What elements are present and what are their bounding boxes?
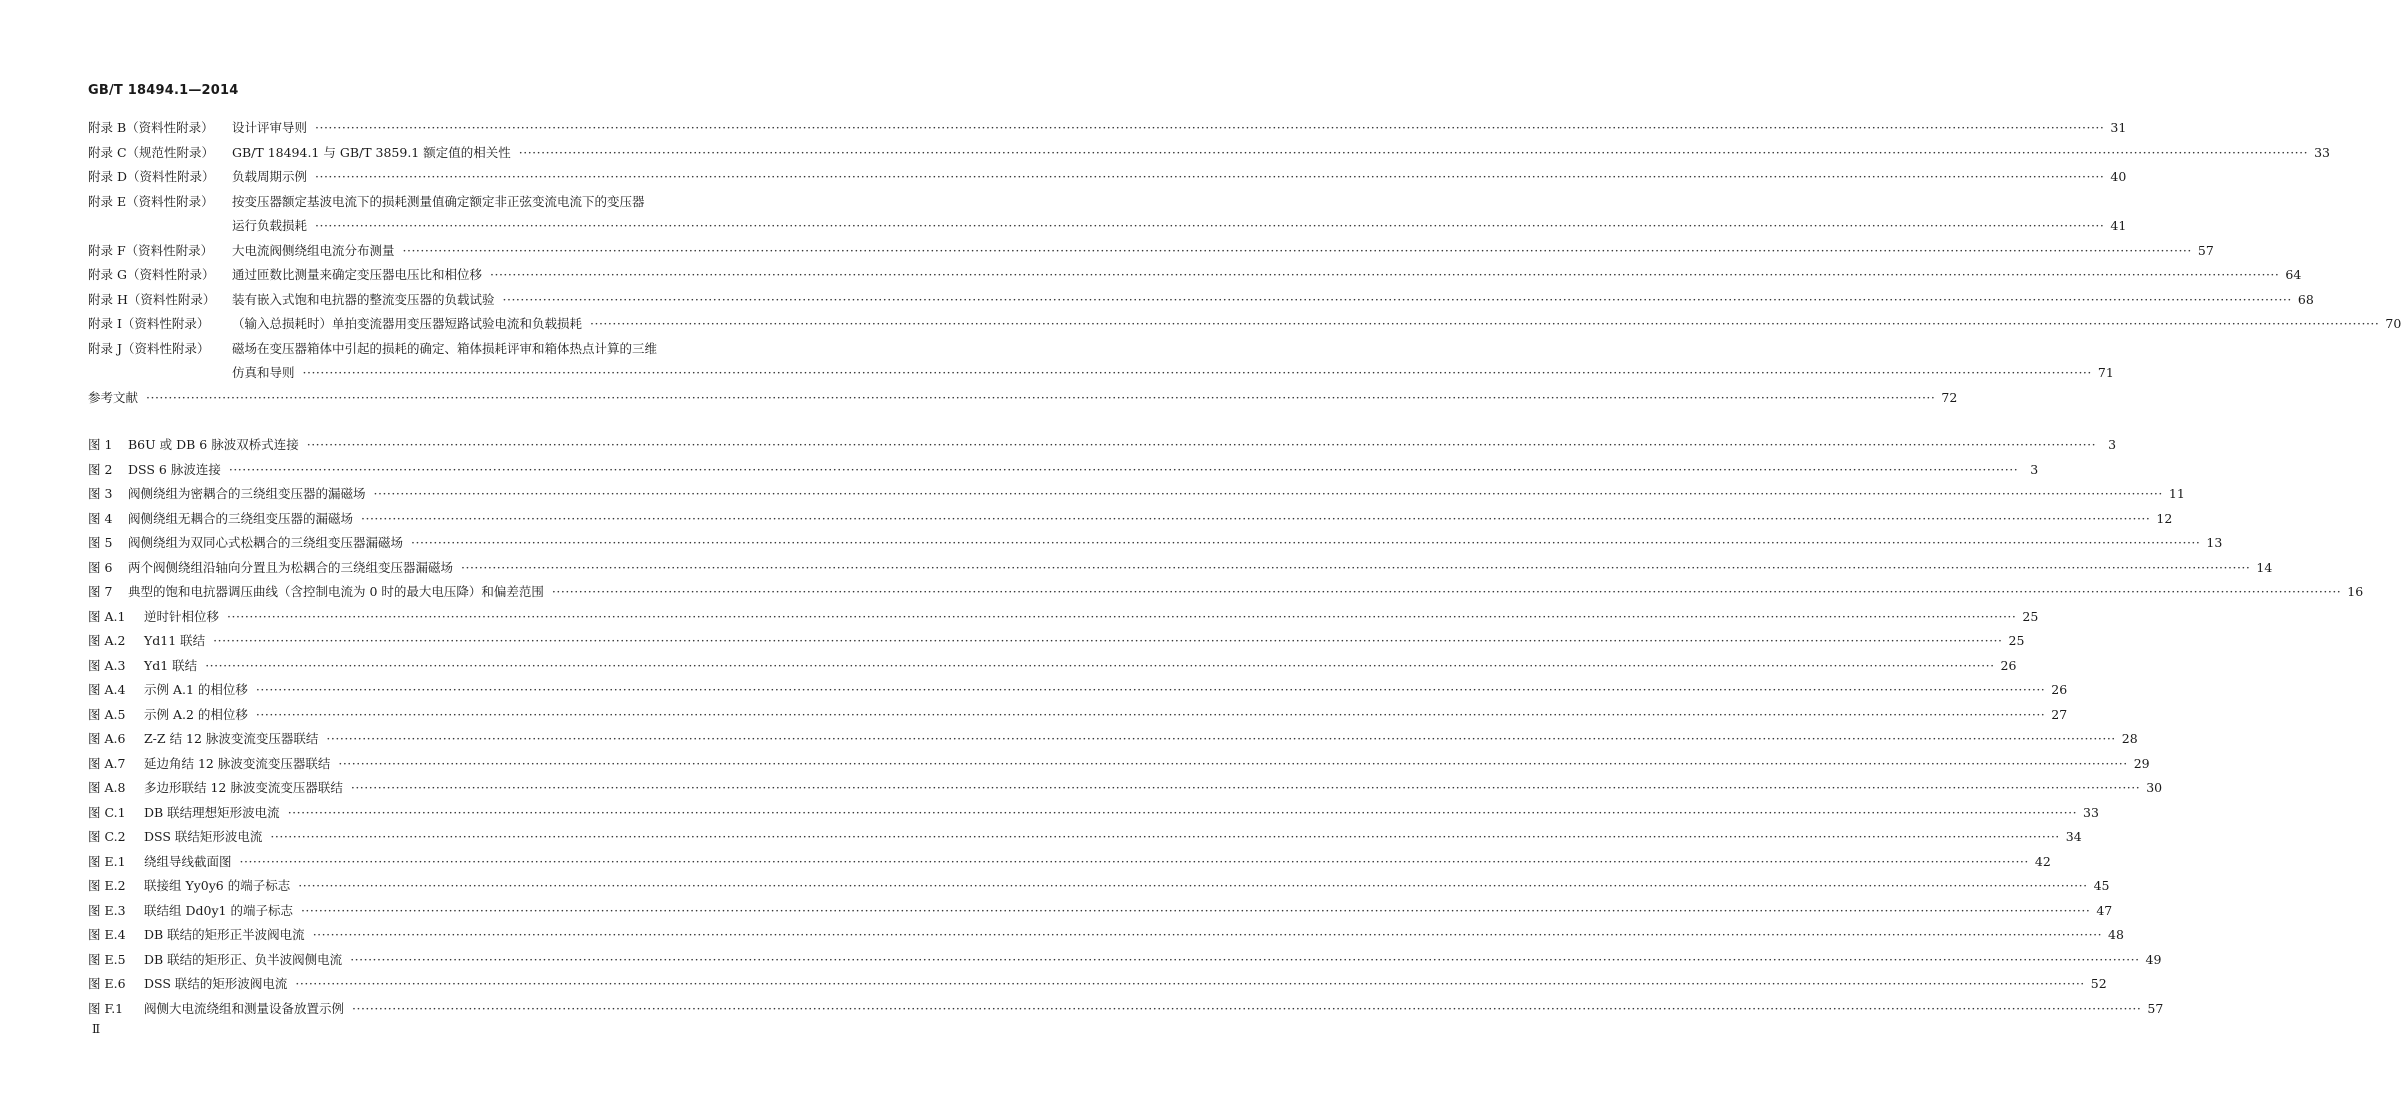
entry-title: 阀侧大电流绕组和测量设备放置示例 xyxy=(144,1000,345,1016)
toc-entry-appendix[interactable] xyxy=(88,141,2331,166)
entry-label: 图 E.5 xyxy=(88,951,126,967)
entry-title: 逆时针相位移 xyxy=(144,608,220,624)
entry-title: DSS 联结的矩形波阀电流 xyxy=(144,976,288,991)
entry-label: 图 6 xyxy=(88,559,113,575)
entry-title: 磁场在变压器箱体中引起的损耗的确定、箱体损耗评审和箱体热点计算的三维 xyxy=(232,340,658,356)
toc-entry-appendix[interactable] xyxy=(88,190,704,215)
entry-page-number: 57 xyxy=(2147,1000,2164,1016)
dot-leader: ················································································································································································································································································································································································································ xyxy=(402,242,2192,258)
toc-entry-figure[interactable] xyxy=(88,923,2124,948)
toc-entry-appendix[interactable] xyxy=(88,116,2127,141)
dot-leader: ················································································································································································································································································································································································································ xyxy=(302,365,2092,380)
entry-title: 设计评审导则 xyxy=(232,120,308,135)
toc-entry-figure[interactable] xyxy=(88,850,2051,875)
dot-leader: ················································································································································································································································································································································································································ xyxy=(315,218,2105,233)
entry-title: Yd11 联结 xyxy=(144,633,206,648)
entry-title: （输入总损耗时）单拍变流器用变压器短路试验电流和负载损耗 xyxy=(232,316,583,331)
entry-title: 阀侧绕组为双同心式松耦合的三绕组变压器漏磁场 xyxy=(128,535,404,550)
dot-leader: ················································································································································································································································································································································································································ xyxy=(502,291,2292,307)
dot-leader: ················································································································································································································································································································································································································ xyxy=(287,804,2078,820)
entry-title: 通过匝数比测量来确定变压器电压比和相位移 xyxy=(232,267,483,282)
entry-label: 图 E.2 xyxy=(88,878,126,893)
entry-page-number: 72 xyxy=(1941,389,1958,405)
figure-toc xyxy=(88,433,2364,1021)
dot-leader: ················································································································································································································································································································································································································ xyxy=(361,510,2151,526)
entry-page-number: 14 xyxy=(2256,559,2273,575)
entry-page-number: 64 xyxy=(2285,267,2302,282)
entry-title: 典型的饱和电抗器调压曲线（含控制电流为 0 时的最大电压降）和偏差范围 xyxy=(128,584,544,599)
entry-label: 图 A.6 xyxy=(88,731,126,746)
dot-leader: ················································································································································································································································································································································································································ xyxy=(350,951,2140,967)
dot-leader: ················································································································································································································································································································································································································ xyxy=(298,878,2088,893)
entry-label: 附录 B（资料性附录） xyxy=(88,120,214,135)
toc-entry-figure[interactable] xyxy=(88,874,2110,899)
entry-label: 附录 J（资料性附录） xyxy=(88,340,210,356)
entry-label: 图 5 xyxy=(88,535,113,550)
entry-title: 装有嵌入式饱和电抗器的整流变压器的负载试验 xyxy=(232,291,495,307)
toc-entry-figure[interactable] xyxy=(88,899,2113,924)
entry-label: 图 A.3 xyxy=(88,657,126,673)
entry-title: 延边角结 12 脉波变流变压器联结 xyxy=(144,755,331,771)
entry-label: 图 4 xyxy=(88,510,113,526)
toc-entry-figure[interactable] xyxy=(88,482,2185,507)
dot-leader: ················································································································································································································································································································································································································ xyxy=(338,755,2128,771)
entry-page-number: 3 xyxy=(2030,461,2039,477)
entry-label: 图 F.1 xyxy=(88,1000,124,1016)
entry-label: 附录 G（资料性附录） xyxy=(88,267,215,282)
dot-leader: ················································································································································································································································································································································································································ xyxy=(518,144,2309,160)
entry-label: 附录 H（资料性附录） xyxy=(88,291,216,307)
entry-page-number: 47 xyxy=(2096,902,2113,918)
entry-page-number: 26 xyxy=(2000,657,2017,673)
toc-entry-appendix[interactable] xyxy=(88,165,2127,190)
dot-leader: ················································································································································································································································································································································································································ xyxy=(315,120,2105,135)
dot-leader: ················································································································································································································································································································································································································ xyxy=(239,853,2029,869)
dot-leader: ················································································································································································································································································································································································································ xyxy=(228,461,2019,477)
entry-label: 图 A.8 xyxy=(88,780,126,795)
entry-title: 两个阀侧绕组沿轴向分置且为松耦合的三绕组变压器漏磁场 xyxy=(128,559,454,575)
entry-page-number: 70 xyxy=(2385,316,2401,331)
entry-label: 附录 C（规范性附录） xyxy=(88,144,215,160)
toc-entry-figure[interactable] xyxy=(88,654,2017,679)
entry-label: 附录 F（资料性附录） xyxy=(88,242,214,258)
entry-label: 附录 E（资料性附录） xyxy=(88,193,214,209)
dot-leader: ················································································································································································································································································································································································································ xyxy=(146,389,1936,405)
toc-entry-figure[interactable] xyxy=(88,531,2223,556)
entry-page-number: 12 xyxy=(2156,510,2173,526)
toc-entry-figure[interactable] xyxy=(88,605,2039,630)
entry-page-number: 31 xyxy=(2110,120,2127,135)
entry-title: 联接组 Yy0y6 的端子标志 xyxy=(144,878,291,893)
toc-entry-figure[interactable] xyxy=(88,752,2150,777)
dot-leader: ················································································································································································································································································································································································································ xyxy=(373,486,2163,501)
dot-leader: ················································································································································································································································································································································································································ xyxy=(255,706,2046,722)
entry-title: 阀侧绕组为密耦合的三绕组变压器的漏磁场 xyxy=(128,486,366,501)
entry-title: DB 联结理想矩形波电流 xyxy=(144,804,280,820)
entry-title: 运行负载损耗 xyxy=(232,218,308,233)
entry-page-number: 68 xyxy=(2297,291,2314,307)
dot-leader: ················································································································································································································································································································································································································ xyxy=(213,633,2003,648)
toc-entry-figure[interactable] xyxy=(88,629,2025,654)
entry-title: Yd1 联结 xyxy=(144,657,198,673)
entry-label: 附录 I（资料性附录） xyxy=(88,316,210,331)
toc-entry-appendix[interactable] xyxy=(88,214,2127,239)
entry-page-number: 48 xyxy=(2108,927,2124,942)
dot-leader: ················································································································································································································································································································································································································ xyxy=(490,267,2280,282)
toc-entry-references[interactable] xyxy=(88,386,1958,411)
entry-page-number: 49 xyxy=(2145,951,2162,967)
entry-label: 图 7 xyxy=(88,584,113,599)
dot-leader: ················································································································································································································································································································································································································ xyxy=(306,437,2097,452)
toc-entry-figure[interactable] xyxy=(88,458,2039,483)
entry-title: 按变压器额定基波电流下的损耗测量值确定额定非正弦变流电流下的变压器 xyxy=(232,193,645,209)
entry-label: 图 2 xyxy=(88,461,113,477)
entry-label: 图 C.2 xyxy=(88,829,126,844)
toc-entry-figure[interactable] xyxy=(88,801,2099,826)
entry-title: 负载周期示例 xyxy=(232,169,308,184)
entry-page-number: 40 xyxy=(2110,169,2127,184)
toc-entry-figure[interactable] xyxy=(88,948,2162,973)
dot-leader: ················································································································································································································································································································································································································ xyxy=(590,316,2380,331)
entry-label: 图 A.2 xyxy=(88,633,126,648)
entry-page-number: 33 xyxy=(2314,144,2331,160)
toc-entry-figure[interactable] xyxy=(88,433,2117,458)
toc-entry-appendix[interactable] xyxy=(88,239,2214,264)
entry-title: 阀侧绕组无耦合的三绕组变压器的漏磁场 xyxy=(128,510,354,526)
toc-entry-figure[interactable] xyxy=(88,727,2138,752)
entry-page-number: 28 xyxy=(2121,731,2138,746)
entry-page-number: 26 xyxy=(2051,682,2068,697)
entry-label: 图 A.4 xyxy=(88,682,126,697)
entry-label: 图 A.5 xyxy=(88,706,126,722)
entry-title: GB/T 18494.1 与 GB/T 3859.1 额定值的相关性 xyxy=(232,144,511,160)
entry-label: 图 E.1 xyxy=(88,853,126,869)
toc-entry-figure[interactable] xyxy=(88,580,2364,605)
toc-entry-appendix[interactable] xyxy=(88,312,2401,337)
entry-title: 仿真和导则 xyxy=(232,365,295,380)
dot-leader: ················································································································································································································································································································································································································ xyxy=(300,902,2091,918)
dot-leader: ················································································································································································································································································································································································································ xyxy=(227,608,2017,624)
entry-title: B6U 或 DB 6 脉波双桥式连接 xyxy=(128,437,299,452)
toc-entry-figure[interactable] xyxy=(88,678,2068,703)
entry-page-number: 11 xyxy=(2168,486,2185,501)
entry-page-number: 34 xyxy=(2065,829,2082,844)
entry-title: 参考文献 xyxy=(88,389,139,405)
toc-entry-figure[interactable] xyxy=(88,776,2163,801)
entry-title: 示例 A.1 的相位移 xyxy=(144,682,248,697)
dot-leader: ················································································································································································································································································································································································································ xyxy=(350,780,2141,795)
toc-entry-appendix[interactable] xyxy=(88,337,704,362)
standard-header: GB/T 18494.1—2014 xyxy=(88,83,239,98)
entry-page-number: 27 xyxy=(2051,706,2068,722)
entry-label: 图 1 xyxy=(88,437,113,452)
dot-leader: ················································································································································································································································································································································································································ xyxy=(326,731,2116,746)
entry-title: 多边形联结 12 脉波变流变压器联结 xyxy=(144,780,343,795)
entry-title: DB 联结的矩形正、负半波阀侧电流 xyxy=(144,951,343,967)
entry-page-number: 71 xyxy=(2097,365,2114,380)
toc-entry-figure[interactable] xyxy=(88,703,2068,728)
entry-page-number: 52 xyxy=(2090,976,2107,991)
entry-page-number: 42 xyxy=(2034,853,2051,869)
entry-label: 图 A.1 xyxy=(88,608,126,624)
entry-label: 图 A.7 xyxy=(88,755,126,771)
entry-label: 图 E.3 xyxy=(88,902,126,918)
dot-leader: ················································································································································································································································································································································································································ xyxy=(461,559,2251,575)
toc-entry-appendix[interactable] xyxy=(88,263,2302,288)
entry-page-number: 30 xyxy=(2146,780,2163,795)
toc-entry-figure[interactable] xyxy=(88,556,2273,581)
toc-entry-figure[interactable] xyxy=(88,507,2173,532)
entry-title: 绕组导线截面图 xyxy=(144,853,232,869)
entry-title: Z-Z 结 12 脉波变流变压器联结 xyxy=(144,731,319,746)
toc-entry-appendix[interactable] xyxy=(88,288,2314,313)
entry-title: 示例 A.2 的相位移 xyxy=(144,706,248,722)
dot-leader: ················································································································································································································································································································································································································ xyxy=(411,535,2201,550)
entry-label: 附录 D（资料性附录） xyxy=(88,169,215,184)
entry-page-number: 13 xyxy=(2206,535,2223,550)
entry-label: 图 E.4 xyxy=(88,927,126,942)
entry-label: 图 C.1 xyxy=(88,804,126,820)
entry-page-number: 29 xyxy=(2133,755,2150,771)
dot-leader: ················································································································································································································································································································································································································ xyxy=(315,169,2105,184)
entry-title: DB 联结的矩形正半波阀电流 xyxy=(144,927,305,942)
dot-leader: ················································································································································································································································································································································································································ xyxy=(270,829,2060,844)
entry-page-number: 41 xyxy=(2110,218,2127,233)
entry-page-number: 3 xyxy=(2108,437,2117,452)
dot-leader: ················································································································································································································································································································································································································ xyxy=(312,927,2103,942)
dot-leader: ················································································································································································································································································································································································································ xyxy=(551,584,2342,599)
entry-title: DSS 6 脉波连接 xyxy=(128,461,221,477)
toc-entry-appendix[interactable] xyxy=(88,361,2114,386)
entry-label: 图 E.6 xyxy=(88,976,126,991)
entry-title: 联结组 Dd0y1 的端子标志 xyxy=(144,902,293,918)
entry-title: 大电流阀侧绕组电流分布测量 xyxy=(232,242,395,258)
dot-leader: ················································································································································································································································································································································································································ xyxy=(255,682,2046,697)
page-number: Ⅱ xyxy=(92,1022,101,1036)
entry-title: DSS 联结矩形波电流 xyxy=(144,829,263,844)
entry-page-number: 57 xyxy=(2197,242,2214,258)
toc-entry-figure[interactable] xyxy=(88,997,2164,1022)
entry-page-number: 33 xyxy=(2083,804,2099,820)
entry-label: 图 3 xyxy=(88,486,113,501)
dot-leader: ················································································································································································································································································································································································································ xyxy=(295,976,2085,991)
entry-page-number: 25 xyxy=(2022,608,2039,624)
entry-page-number: 25 xyxy=(2008,633,2025,648)
appendix-toc xyxy=(88,116,2401,410)
dot-leader: ················································································································································································································································································································································································································ xyxy=(352,1000,2142,1016)
entry-page-number: 16 xyxy=(2347,584,2364,599)
dot-leader: ················································································································································································································································································································································································································ xyxy=(205,657,1995,673)
entry-page-number: 45 xyxy=(2093,878,2110,893)
toc-entry-figure[interactable] xyxy=(88,825,2082,850)
toc-entry-figure[interactable] xyxy=(88,972,2107,997)
